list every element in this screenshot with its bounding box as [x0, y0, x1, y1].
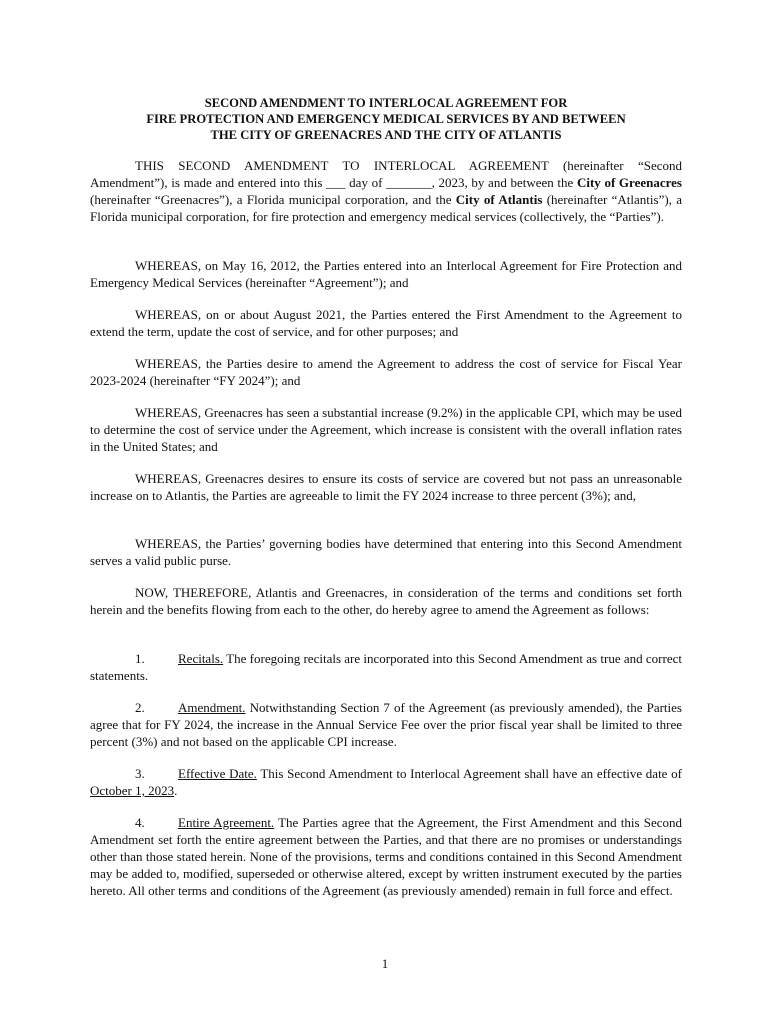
effective-date: October 1, 2023 [90, 783, 175, 798]
section-number: 3. [135, 766, 145, 781]
section-amendment: 2. Amendment. Notwithstanding Section 7 of the Agreement (as previously amended), the Parties agree that for FY 2024, the increase in the Annual Service Fee over the prior fiscal year shall be limited to three percent (3%) and not based on the applicable CPI increase. [90, 700, 682, 749]
section-number: 2. [135, 700, 145, 715]
section-heading: Effective Date. [178, 766, 257, 781]
title-line-1: SECOND AMENDMENT TO INTERLOCAL AGREEMENT FOR [204, 96, 568, 110]
whereas-paragraph: WHEREAS, Greenacres desires to ensure its costs of service are covered but not pass an unreasonable increase on to Atlantis, the Parties are agreeable to limit the FY 2024 increase to three percent (3%); and, [90, 471, 682, 503]
whereas-paragraph: WHEREAS, on or about August 2021, the Parties entered the First Amendment to the Agreement to extend the term, update the cost of service, and for other purposes; and [90, 307, 682, 339]
title-line-3: THE CITY OF GREENACRES AND THE CITY OF ATLANTIS [210, 128, 562, 142]
section-recitals: 1. Recitals. The foregoing recitals are incorporated into this Second Amendment as true and correct statements. [90, 651, 682, 683]
intro-paragraph: THIS SECOND AMENDMENT TO INTERLOCAL AGREEMENT (hereinafter “Second Amendment”), is made and entered into this ___ day of _______, 2023, by and between the City of Greenacres (hereinafter “Greenacres”), a Florida municipal corporation, and the City of Atlantis (hereinafter “Atlantis”), a Florida municipal corporation, for fire protection and emergency medical services (collectively, the “Parties”). [90, 158, 682, 224]
whereas-paragraph: WHEREAS, the Parties’ governing bodies have determined that entering into this Second Amendment serves a valid public purse. [90, 536, 682, 568]
document-title [90, 95, 682, 143]
section-entire-agreement: 4. Entire Agreement. The Parties agree that the Agreement, the First Amendment and this Second Amendment set forth the entire agreement between the Parties, and that there are no promises or understandings other than those stated herein. None of the provisions, terms and conditions contained in this Second Amendment may be added to, modified, superseded or otherwise altered, except by written instrument executed by the parties hereto. All other terms and conditions of the Agreement (as previously amended) remain in full force and effect. [90, 815, 682, 898]
now-therefore-paragraph: NOW, THEREFORE, Atlantis and Greenacres, in consideration of the terms and conditions set forth herein and the benefits flowing from each to the other, do hereby agree to amend the Agreement as follows: [90, 585, 682, 617]
section-heading: Recitals. [178, 651, 224, 666]
whereas-paragraph: WHEREAS, Greenacres has seen a substantial increase (9.2%) in the applicable CPI, which may be used to determine the cost of service under the Agreement, which increase is consistent with the overall inflation rates in the United States; and [90, 405, 682, 454]
party-name-greenacres: City of Greenacres [576, 175, 682, 190]
section-heading: Amendment. [178, 700, 246, 715]
whereas-paragraph: WHEREAS, the Parties desire to amend the Agreement to address the cost of service for Fiscal Year 2023-2024 (hereinafter “FY 2024”); and [90, 356, 682, 388]
page-number: 1 [381, 956, 389, 971]
whereas-paragraph: WHEREAS, on May 16, 2012, the Parties entered into an Interlocal Agreement for Fire Protection and Emergency Medical Services (hereinafter “Agreement”); and [90, 258, 682, 290]
party-name-atlantis: City of Atlantis [455, 192, 543, 207]
title-line-2: FIRE PROTECTION AND EMERGENCY MEDICAL SERVICES BY AND BETWEEN [146, 112, 626, 126]
section-heading: Entire Agreement. [178, 815, 275, 830]
section-effective-date: 3. Effective Date. This Second Amendment to Interlocal Agreement shall have an effective date of October 1, 2023. [90, 766, 682, 798]
section-number: 4. [135, 815, 145, 830]
section-number: 1. [135, 651, 145, 666]
